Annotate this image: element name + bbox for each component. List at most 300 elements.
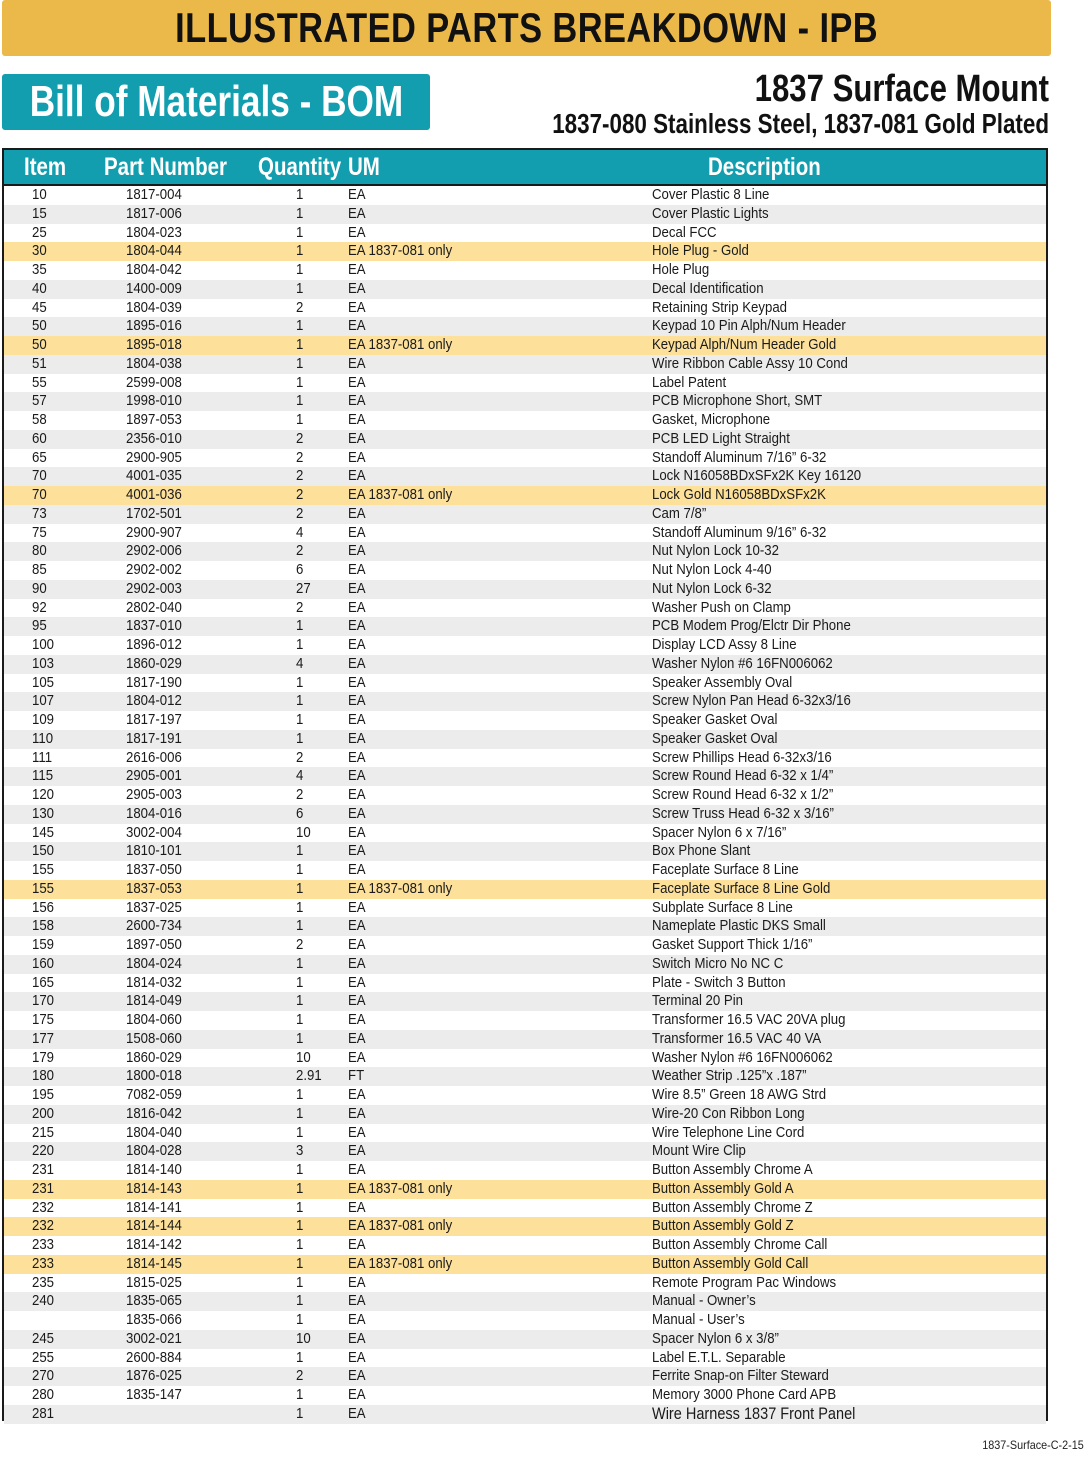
cell-um: EA xyxy=(348,1048,366,1066)
cell-description: Nameplate Plastic DKS Small xyxy=(652,917,826,935)
cell-quantity: 10 xyxy=(296,1048,311,1066)
cell-part-number: 2600-734 xyxy=(126,917,182,935)
cell-description: Speaker Gasket Oval xyxy=(652,711,778,728)
cell-quantity: 1 xyxy=(296,279,304,297)
table-row xyxy=(4,186,1046,205)
cell-description: Button Assembly Gold Call xyxy=(652,1254,809,1272)
cell-um: EA xyxy=(348,523,366,541)
cell-um: EA xyxy=(348,579,366,597)
cell-um: EA xyxy=(348,1367,366,1385)
cell-description: Lock Gold N16058BDxSFx2K xyxy=(652,486,826,503)
ipb-banner xyxy=(2,0,1051,56)
cell-item: 233 xyxy=(32,1236,55,1253)
cell-um: EA 1837-081 only xyxy=(348,336,453,353)
cell-quantity: 1 xyxy=(296,617,304,635)
cell-quantity: 1 xyxy=(296,392,304,410)
cell-um: EA xyxy=(348,1123,366,1141)
cell-description: Plate - Switch 3 Button xyxy=(652,973,786,991)
cell-description: Transformer 16.5 VAC 20VA plug xyxy=(652,1011,846,1028)
cell-item: 107 xyxy=(32,692,55,710)
cell-part-number: 1814-142 xyxy=(126,1236,182,1253)
table-row xyxy=(4,261,1046,280)
table-row xyxy=(4,655,1046,674)
cell-item: 115 xyxy=(32,767,54,785)
cell-part-number: 1804-028 xyxy=(126,1142,182,1160)
cell-description: Keypad Alph/Num Header Gold xyxy=(652,336,837,353)
cell-part-number: 7082-059 xyxy=(126,1086,182,1103)
cell-description: Label E.T.L. Separable xyxy=(652,1348,786,1366)
cell-quantity: 2 xyxy=(296,786,304,803)
cell-quantity: 2 xyxy=(296,936,304,953)
cell-description: Button Assembly Chrome A xyxy=(652,1161,813,1178)
cell-um: EA xyxy=(348,842,366,860)
cell-um: EA xyxy=(348,467,366,485)
cell-quantity: 2.91 xyxy=(296,1067,322,1085)
cell-quantity: 1 xyxy=(296,973,304,991)
cell-quantity: 1 xyxy=(296,954,304,972)
cell-um: EA xyxy=(348,317,366,335)
cell-part-number: 2802-040 xyxy=(126,598,182,616)
cell-description: Faceplate Surface 8 Line Gold xyxy=(652,879,831,897)
cell-description: Speaker Assembly Oval xyxy=(652,673,793,691)
table-row xyxy=(4,1255,1046,1274)
cell-um: EA xyxy=(348,1198,366,1216)
cell-quantity: 1 xyxy=(296,898,304,916)
table-row xyxy=(4,317,1046,336)
cell-description: Washer Nylon #6 16FN006062 xyxy=(652,1048,833,1066)
table-row xyxy=(4,617,1046,636)
cell-quantity: 6 xyxy=(296,804,304,822)
table-row xyxy=(4,899,1046,918)
cell-item: 170 xyxy=(32,992,55,1010)
cell-item: 73 xyxy=(32,504,47,522)
cell-um: EA xyxy=(348,1104,366,1122)
cell-item: 90 xyxy=(32,579,47,597)
cell-part-number: 1860-029 xyxy=(126,654,182,672)
cell-part-number: 2902-003 xyxy=(126,579,182,597)
cell-item: 111 xyxy=(32,748,53,766)
cell-um: EA xyxy=(348,1273,366,1291)
cell-item: 232 xyxy=(32,1198,55,1216)
cell-description: Remote Program Pac Windows xyxy=(652,1273,837,1291)
table-row xyxy=(4,1124,1046,1143)
cell-quantity: 4 xyxy=(296,767,304,785)
cell-quantity: 1 xyxy=(296,354,304,372)
table-row xyxy=(4,449,1046,468)
bom-title: Bill of Materials - BOM xyxy=(29,77,403,126)
cell-um: EA xyxy=(348,392,366,410)
cell-quantity: 1 xyxy=(296,223,304,241)
header-part-number: Part Number xyxy=(104,153,228,181)
cell-item: 150 xyxy=(32,842,55,860)
cell-description: Lock N16058BDxSFx2K Key 16120 xyxy=(652,467,862,485)
cell-item: 233 xyxy=(32,1254,55,1272)
cell-part-number: 1804-040 xyxy=(126,1123,182,1141)
table-row xyxy=(4,224,1046,243)
cell-um: EA xyxy=(348,542,366,560)
table-row xyxy=(4,411,1046,430)
product-subtitle: 1837-080 Stainless Steel, 1837-081 Gold Plated xyxy=(552,108,1049,139)
cell-description: Subplate Surface 8 Line xyxy=(652,898,793,916)
table-row xyxy=(4,467,1046,486)
cell-item: 120 xyxy=(32,786,55,803)
table-row xyxy=(4,1030,1046,1049)
cell-part-number: 1804-016 xyxy=(126,804,182,822)
cell-um: EA 1837-081 only xyxy=(348,879,453,897)
cell-item: 70 xyxy=(32,486,47,503)
cell-item: 110 xyxy=(32,729,54,747)
cell-part-number: 1804-044 xyxy=(126,242,182,260)
table-header xyxy=(4,150,1046,186)
table-row xyxy=(4,336,1046,355)
cell-item: 70 xyxy=(32,467,47,485)
cell-part-number: 1817-190 xyxy=(126,673,182,691)
table-row xyxy=(4,1349,1046,1368)
cell-description: Button Assembly Chrome Call xyxy=(652,1236,828,1253)
cell-part-number: 1810-101 xyxy=(126,842,182,860)
cell-part-number: 2900-907 xyxy=(126,523,182,541)
cell-quantity: 1 xyxy=(296,1273,304,1291)
cell-quantity: 2 xyxy=(296,486,304,503)
cell-description: Spacer Nylon 6 x 7/16” xyxy=(652,823,787,841)
cell-part-number: 1814-032 xyxy=(126,973,182,991)
cell-um: EA 1837-081 only xyxy=(348,1254,453,1272)
table-row xyxy=(4,1311,1046,1330)
cell-part-number: 1896-012 xyxy=(126,636,182,653)
cell-item: 155 xyxy=(32,861,55,878)
cell-description: Wire-20 Con Ribbon Long xyxy=(652,1104,805,1122)
cell-part-number: 1837-025 xyxy=(126,898,182,916)
cell-description: Hole Plug xyxy=(652,261,710,278)
cell-part-number: 1816-042 xyxy=(126,1104,182,1122)
cell-um: EA xyxy=(348,748,366,766)
cell-part-number: 2905-001 xyxy=(126,767,182,785)
cell-description: Switch Micro No NC C xyxy=(652,954,784,972)
cell-um: EA xyxy=(348,654,366,672)
cell-quantity: 1 xyxy=(296,673,304,691)
cell-part-number: 1817-004 xyxy=(126,186,182,203)
table-row xyxy=(4,936,1046,955)
cell-um: EA xyxy=(348,504,366,522)
cell-quantity: 1 xyxy=(296,242,304,260)
cell-description: Wire Telephone Line Cord xyxy=(652,1123,805,1141)
cell-item: 30 xyxy=(32,242,47,260)
cell-item: 80 xyxy=(32,542,47,560)
table-row xyxy=(4,767,1046,786)
cell-description: PCB Modem Prog/Elctr Dir Phone xyxy=(652,617,851,635)
cell-description: Screw Nylon Pan Head 6-32x3/16 xyxy=(652,692,851,710)
cell-part-number: 1815-025 xyxy=(126,1273,182,1291)
cell-part-number: 1998-010 xyxy=(126,392,182,410)
table-row xyxy=(4,1180,1046,1199)
cell-part-number: 3002-004 xyxy=(126,823,182,841)
table-row xyxy=(4,861,1046,880)
cell-quantity: 2 xyxy=(296,542,304,560)
cell-description: Retaining Strip Keypad xyxy=(652,298,788,316)
cell-um: FT xyxy=(348,1067,365,1085)
cell-item: 200 xyxy=(32,1104,55,1122)
cell-quantity: 1 xyxy=(296,186,304,203)
cell-quantity: 2 xyxy=(296,1367,304,1385)
table-row xyxy=(4,1386,1046,1405)
cell-description: Display LCD Assy 8 Line xyxy=(652,636,797,653)
bom-title-tag xyxy=(2,74,430,130)
cell-quantity: 1 xyxy=(296,1236,304,1253)
cell-part-number: 2902-002 xyxy=(126,561,182,578)
cell-quantity: 1 xyxy=(296,411,304,428)
cell-item: 25 xyxy=(32,223,47,241)
table-row xyxy=(4,1236,1046,1255)
cell-description: Decal FCC xyxy=(652,223,717,241)
cell-um: EA xyxy=(348,1029,366,1047)
banner-title: ILLUSTRATED PARTS BREAKDOWN - IPB xyxy=(175,4,878,51)
cell-item: 231 xyxy=(32,1161,55,1178)
cell-um: EA xyxy=(348,279,366,297)
cell-quantity: 4 xyxy=(296,654,304,672)
table-row xyxy=(4,1367,1046,1386)
cell-quantity: 1 xyxy=(296,1404,304,1422)
cell-item: 55 xyxy=(32,373,47,391)
cell-item: 215 xyxy=(32,1123,55,1141)
cell-part-number: 2616-006 xyxy=(126,748,182,766)
cell-item: 105 xyxy=(32,673,55,691)
cell-um: EA xyxy=(348,448,366,466)
cell-item: 50 xyxy=(32,336,47,353)
cell-item: 280 xyxy=(32,1386,55,1403)
cell-item: 75 xyxy=(32,523,47,541)
table-row xyxy=(4,711,1046,730)
cell-item: 179 xyxy=(32,1048,55,1066)
table-row xyxy=(4,542,1046,561)
cell-um: EA xyxy=(348,1236,366,1253)
cell-part-number: 1400-009 xyxy=(126,279,182,297)
cell-description: Box Phone Slant xyxy=(652,842,751,860)
cell-item: 155 xyxy=(32,879,55,897)
cell-part-number: 1804-012 xyxy=(126,692,182,710)
cell-item: 255 xyxy=(32,1348,55,1366)
cell-quantity: 1 xyxy=(296,1104,304,1122)
cell-quantity: 1 xyxy=(296,1123,304,1141)
cell-description: Cam 7/8” xyxy=(652,504,707,522)
cell-part-number: 1814-141 xyxy=(126,1198,182,1216)
header-item: Item xyxy=(24,153,67,181)
cell-quantity: 6 xyxy=(296,561,304,578)
cell-description: Standoff Aluminum 9/16” 6-32 xyxy=(652,523,827,541)
cell-quantity: 1 xyxy=(296,1198,304,1216)
cell-quantity: 1 xyxy=(296,1292,304,1310)
cell-um: EA xyxy=(348,204,366,222)
cell-description: Ferrite Snap-on Filter Steward xyxy=(652,1367,829,1385)
cell-part-number: 1876-025 xyxy=(126,1367,182,1385)
table-row xyxy=(4,674,1046,693)
cell-part-number: 2356-010 xyxy=(126,429,182,447)
cell-quantity: 1 xyxy=(296,261,304,278)
cell-um: EA xyxy=(348,261,366,278)
cell-quantity: 1 xyxy=(296,711,304,728)
cell-description: Nut Nylon Lock 6-32 xyxy=(652,579,772,597)
table-row xyxy=(4,749,1046,768)
cell-quantity: 1 xyxy=(296,1029,304,1047)
cell-quantity: 1 xyxy=(296,1011,304,1028)
cell-part-number: 1897-050 xyxy=(126,936,182,953)
table-row xyxy=(4,824,1046,843)
cell-description: Spacer Nylon 6 x 3/8” xyxy=(652,1329,779,1347)
cell-item: 95 xyxy=(32,617,47,635)
cell-um: EA xyxy=(348,673,366,691)
cell-um: EA xyxy=(348,692,366,710)
cell-description: Nut Nylon Lock 10-32 xyxy=(652,542,779,560)
table-row xyxy=(4,692,1046,711)
cell-description: Hole Plug - Gold xyxy=(652,242,749,260)
cell-um: EA xyxy=(348,786,366,803)
cell-quantity: 1 xyxy=(296,1217,304,1235)
table-row xyxy=(4,599,1046,618)
cell-description: Manual - Owner’s xyxy=(652,1292,756,1310)
cell-quantity: 1 xyxy=(296,1386,304,1403)
cell-description: Speaker Gasket Oval xyxy=(652,729,778,747)
cell-part-number: 1814-140 xyxy=(126,1161,182,1178)
cell-item: 235 xyxy=(32,1273,55,1291)
table-body xyxy=(4,186,1046,1424)
cell-um: EA xyxy=(348,1161,366,1178)
cell-quantity: 1 xyxy=(296,1179,304,1197)
cell-um: EA xyxy=(348,823,366,841)
cell-description: Wire 8.5” Green 18 AWG Strd xyxy=(652,1086,827,1103)
cell-um: EA xyxy=(348,429,366,447)
cell-item: 281 xyxy=(32,1404,55,1422)
cell-item: 65 xyxy=(32,448,47,466)
cell-item: 51 xyxy=(32,354,47,372)
cell-um: EA xyxy=(348,1329,366,1347)
table-row xyxy=(4,205,1046,224)
cell-part-number: 3002-021 xyxy=(126,1329,182,1347)
table-row xyxy=(4,1011,1046,1030)
cell-um: EA xyxy=(348,954,366,972)
cell-quantity: 27 xyxy=(296,579,311,597)
cell-um: EA xyxy=(348,917,366,935)
cell-quantity: 2 xyxy=(296,298,304,316)
cell-item: 40 xyxy=(32,279,47,297)
cell-part-number: 1800-018 xyxy=(126,1067,182,1085)
cell-um: EA xyxy=(348,1348,366,1366)
cell-item: 92 xyxy=(32,598,47,616)
cell-um: EA xyxy=(348,1142,366,1160)
cell-item: 15 xyxy=(32,204,47,222)
cell-quantity: 1 xyxy=(296,861,304,878)
cell-um: EA xyxy=(348,561,366,578)
cell-quantity: 2 xyxy=(296,448,304,466)
cell-item: 175 xyxy=(32,1011,55,1028)
table-row xyxy=(4,1142,1046,1161)
cell-part-number: 2900-905 xyxy=(126,448,182,466)
cell-quantity: 1 xyxy=(296,917,304,935)
table-row xyxy=(4,974,1046,993)
cell-part-number: 1702-501 xyxy=(126,504,182,522)
cell-item: 180 xyxy=(32,1067,55,1085)
cell-um: EA xyxy=(348,861,366,878)
cell-um: EA xyxy=(348,973,366,991)
cell-item: 109 xyxy=(32,711,55,728)
cell-part-number: 1860-029 xyxy=(126,1048,182,1066)
cell-description: Screw Round Head 6-32 x 1/4” xyxy=(652,767,834,785)
cell-item: 240 xyxy=(32,1292,55,1310)
cell-quantity: 4 xyxy=(296,523,304,541)
cell-description: Wire Ribbon Cable Assy 10 Cond xyxy=(652,354,848,372)
cell-part-number: 2902-006 xyxy=(126,542,182,560)
cell-um: EA xyxy=(348,354,366,372)
cell-description: Faceplate Surface 8 Line xyxy=(652,861,799,878)
cell-description: Washer Push on Clamp xyxy=(652,598,791,616)
cell-description: Keypad 10 Pin Alph/Num Header xyxy=(652,317,846,335)
cell-part-number: 1814-143 xyxy=(126,1179,182,1197)
cell-um: EA xyxy=(348,1011,366,1028)
cell-description: Cover Plastic 8 Line xyxy=(652,186,770,203)
cell-part-number: 1837-053 xyxy=(126,879,182,897)
table-row xyxy=(4,917,1046,936)
cell-description: Gasket, Microphone xyxy=(652,411,771,428)
cell-item: 231 xyxy=(32,1179,55,1197)
cell-part-number: 2600-884 xyxy=(126,1348,182,1366)
header-um: UM xyxy=(348,153,380,181)
table-row xyxy=(4,992,1046,1011)
cell-quantity: 1 xyxy=(296,373,304,391)
cell-description: PCB Microphone Short, SMT xyxy=(652,392,823,410)
cell-item: 195 xyxy=(32,1086,55,1103)
cell-description: Cover Plastic Lights xyxy=(652,204,769,222)
table-row xyxy=(4,355,1046,374)
cell-item: 57 xyxy=(32,392,47,410)
cell-quantity: 1 xyxy=(296,1348,304,1366)
table-row xyxy=(4,805,1046,824)
cell-item: 35 xyxy=(32,261,47,278)
table-row xyxy=(4,580,1046,599)
cell-um: EA xyxy=(348,373,366,391)
cell-item: 85 xyxy=(32,561,47,578)
table-row xyxy=(4,1105,1046,1124)
cell-quantity: 1 xyxy=(296,879,304,897)
cell-part-number: 1508-060 xyxy=(126,1029,182,1047)
cell-item: 270 xyxy=(32,1367,55,1385)
table-row xyxy=(4,486,1046,505)
cell-um: EA xyxy=(348,1386,366,1403)
cell-item: 159 xyxy=(32,936,55,953)
cell-item: 160 xyxy=(32,954,55,972)
cell-item: 220 xyxy=(32,1142,55,1160)
cell-um: EA xyxy=(348,1404,366,1422)
cell-part-number: 1817-197 xyxy=(126,711,182,728)
cell-part-number: 2599-008 xyxy=(126,373,182,391)
table-row xyxy=(4,299,1046,318)
cell-quantity: 2 xyxy=(296,598,304,616)
cell-item: 50 xyxy=(32,317,47,335)
cell-quantity: 1 xyxy=(296,1086,304,1103)
cell-item: 156 xyxy=(32,898,55,916)
cell-part-number: 4001-036 xyxy=(126,486,182,503)
cell-um: EA xyxy=(348,1086,366,1103)
table-row xyxy=(4,1086,1046,1105)
cell-quantity: 1 xyxy=(296,1254,304,1272)
cell-quantity: 10 xyxy=(296,1329,311,1347)
cell-part-number: 1804-042 xyxy=(126,261,182,278)
cell-quantity: 10 xyxy=(296,823,311,841)
table-row xyxy=(4,842,1046,861)
cell-item: 130 xyxy=(32,804,55,822)
cell-part-number: 1804-038 xyxy=(126,354,182,372)
cell-part-number: 1837-010 xyxy=(126,617,182,635)
table-row xyxy=(4,1067,1046,1086)
cell-quantity: 1 xyxy=(296,636,304,653)
cell-description: Washer Nylon #6 16FN006062 xyxy=(652,654,833,672)
